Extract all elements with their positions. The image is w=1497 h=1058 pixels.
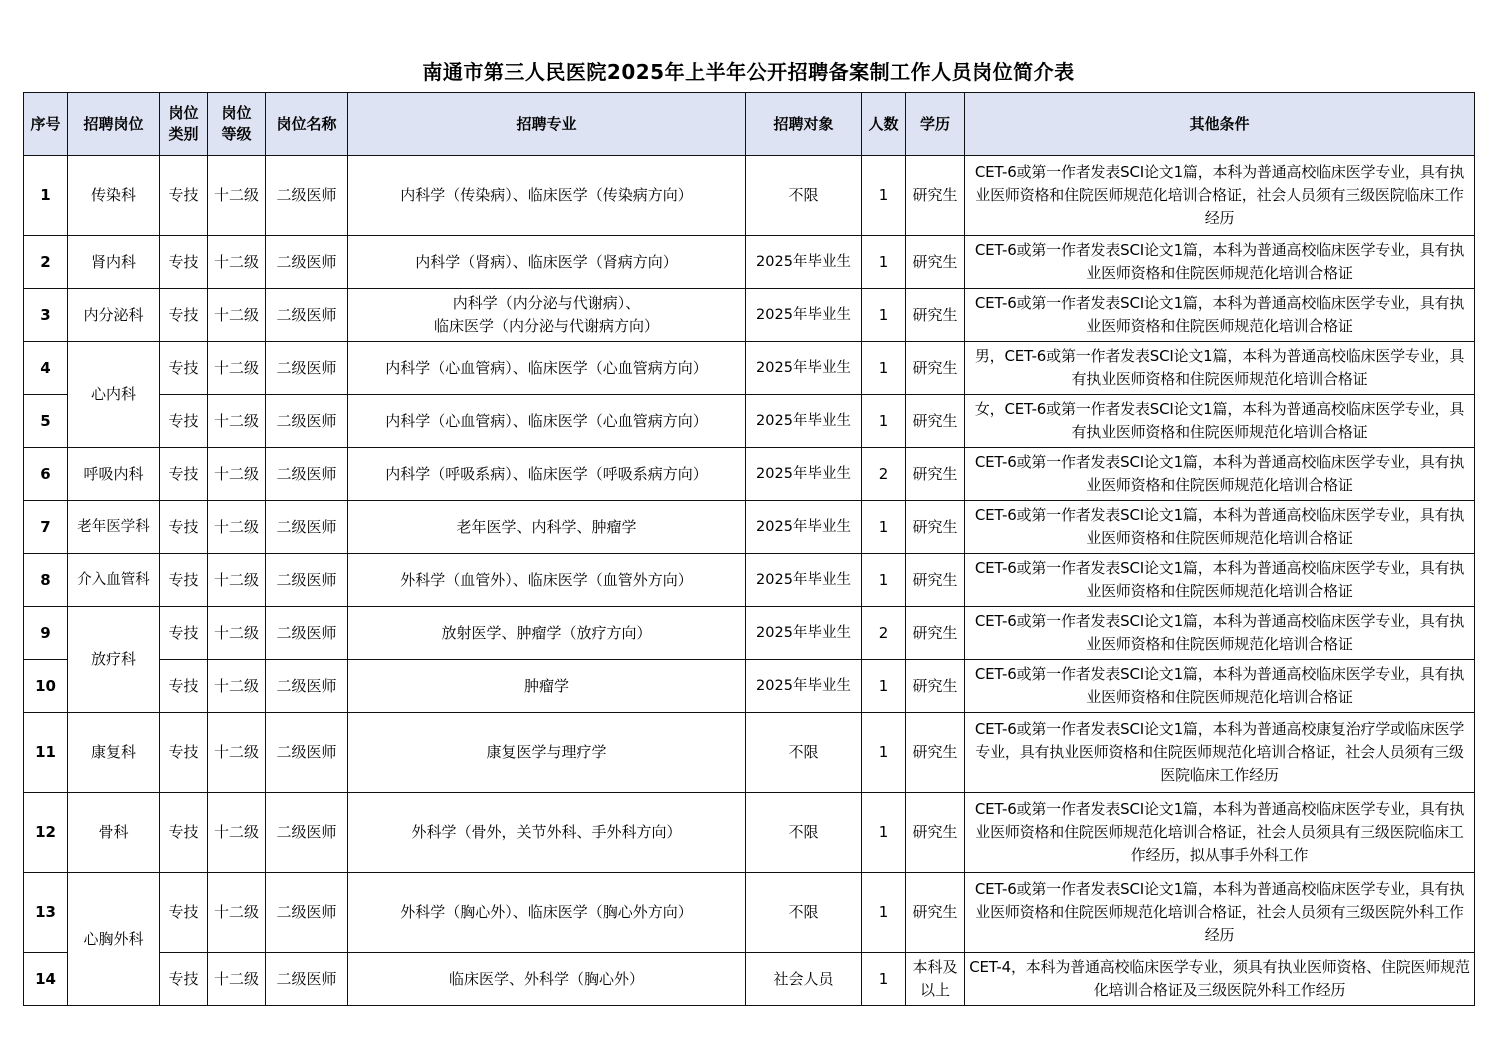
row-index: 2 bbox=[24, 236, 68, 289]
row-post-name: 二级医师 bbox=[266, 501, 348, 554]
row-level: 十二级 bbox=[208, 713, 266, 793]
row-education: 研究生 bbox=[906, 660, 965, 713]
row-other: CET-6或第一作者发表SCI论文1篇，本科为普通高校临床医学专业，具有执业医师资格和住院医师规范化培训合格证 bbox=[965, 236, 1475, 289]
table-row bbox=[24, 156, 1475, 236]
row-major: 内科学（内分泌与代谢病）、 临床医学（内分泌与代谢病方向） bbox=[348, 289, 746, 342]
row-target: 2025年毕业生 bbox=[746, 448, 862, 501]
row-major: 外科学（骨外，关节外科、手外科方向） bbox=[348, 793, 746, 873]
row-education: 研究生 bbox=[906, 873, 965, 953]
row-level: 十二级 bbox=[208, 395, 266, 448]
row-education: 研究生 bbox=[906, 607, 965, 660]
row-position: 呼吸内科 bbox=[68, 448, 160, 501]
row-education: 研究生 bbox=[906, 342, 965, 395]
row-level: 十二级 bbox=[208, 342, 266, 395]
row-category: 专技 bbox=[160, 501, 208, 554]
header-index: 序号 bbox=[24, 93, 68, 156]
row-category: 专技 bbox=[160, 793, 208, 873]
row-level: 十二级 bbox=[208, 793, 266, 873]
row-position: 内分泌科 bbox=[68, 289, 160, 342]
row-category: 专技 bbox=[160, 395, 208, 448]
row-other: CET-6或第一作者发表SCI论文1篇，本科为普通高校临床医学专业，具有执业医师资格和住院医师规范化培训合格证 bbox=[965, 448, 1475, 501]
row-target: 2025年毕业生 bbox=[746, 395, 862, 448]
row-target: 社会人员 bbox=[746, 953, 862, 1006]
table-row bbox=[24, 554, 1475, 607]
row-major: 内科学（心血管病）、临床医学（心血管病方向） bbox=[348, 395, 746, 448]
header-education: 学历 bbox=[906, 93, 965, 156]
row-post-name: 二级医师 bbox=[266, 554, 348, 607]
row-other: CET-6或第一作者发表SCI论文1篇，本科为普通高校临床医学专业，具有执业医师资格和住院医师规范化培训合格证 bbox=[965, 607, 1475, 660]
row-education: 本科及以上 bbox=[906, 953, 965, 1006]
row-index: 12 bbox=[24, 793, 68, 873]
row-post-name: 二级医师 bbox=[266, 793, 348, 873]
row-position: 老年医学科 bbox=[68, 501, 160, 554]
row-count: 1 bbox=[862, 660, 906, 713]
row-other: CET-6或第一作者发表SCI论文1篇，本科为普通高校临床医学专业，具有执业医师资格和住院医师规范化培训合格证，社会人员须具有三级医院临床工作经历，拟从事手外科工作 bbox=[965, 793, 1475, 873]
row-target: 不限 bbox=[746, 793, 862, 873]
row-level: 十二级 bbox=[208, 289, 266, 342]
header-other: 其他条件 bbox=[965, 93, 1475, 156]
table-row bbox=[24, 607, 1475, 660]
row-target: 2025年毕业生 bbox=[746, 660, 862, 713]
row-category: 专技 bbox=[160, 236, 208, 289]
row-target: 2025年毕业生 bbox=[746, 554, 862, 607]
header-level: 岗位 等级 bbox=[208, 93, 266, 156]
row-category: 专技 bbox=[160, 342, 208, 395]
table-row bbox=[24, 873, 1475, 953]
row-major: 老年医学、内科学、肿瘤学 bbox=[348, 501, 746, 554]
row-position: 康复科 bbox=[68, 713, 160, 793]
row-count: 1 bbox=[862, 793, 906, 873]
row-level: 十二级 bbox=[208, 236, 266, 289]
row-post-name: 二级医师 bbox=[266, 873, 348, 953]
row-other: CET-4，本科为普通高校临床医学专业，须具有执业医师资格、住院医师规范化培训合格证及三级医院外科工作经历 bbox=[965, 953, 1475, 1006]
row-category: 专技 bbox=[160, 660, 208, 713]
header-row bbox=[24, 93, 1475, 156]
row-education: 研究生 bbox=[906, 554, 965, 607]
row-index: 7 bbox=[24, 501, 68, 554]
row-count: 1 bbox=[862, 554, 906, 607]
row-major: 内科学（呼吸系病）、临床医学（呼吸系病方向） bbox=[348, 448, 746, 501]
row-level: 十二级 bbox=[208, 660, 266, 713]
row-major: 临床医学、外科学（胸心外） bbox=[348, 953, 746, 1006]
row-position: 骨科 bbox=[68, 793, 160, 873]
row-major: 内科学（心血管病）、临床医学（心血管病方向） bbox=[348, 342, 746, 395]
row-count: 1 bbox=[862, 713, 906, 793]
row-index: 1 bbox=[24, 156, 68, 236]
row-category: 专技 bbox=[160, 554, 208, 607]
row-count: 1 bbox=[862, 873, 906, 953]
row-target: 2025年毕业生 bbox=[746, 501, 862, 554]
row-post-name: 二级医师 bbox=[266, 156, 348, 236]
row-post-name: 二级医师 bbox=[266, 713, 348, 793]
row-other: CET-6或第一作者发表SCI论文1篇，本科为普通高校临床医学专业，具有执业医师资格和住院医师规范化培训合格证 bbox=[965, 554, 1475, 607]
row-post-name: 二级医师 bbox=[266, 448, 348, 501]
row-target: 不限 bbox=[746, 713, 862, 793]
row-education: 研究生 bbox=[906, 289, 965, 342]
table-row bbox=[24, 448, 1475, 501]
row-index: 6 bbox=[24, 448, 68, 501]
row-count: 1 bbox=[862, 501, 906, 554]
row-other: 男，CET-6或第一作者发表SCI论文1篇，本科为普通高校临床医学专业，具有执业医师资格和住院医师规范化培训合格证 bbox=[965, 342, 1475, 395]
row-category: 专技 bbox=[160, 448, 208, 501]
header-count: 人数 bbox=[862, 93, 906, 156]
row-count: 1 bbox=[862, 953, 906, 1006]
row-count: 1 bbox=[862, 289, 906, 342]
row-index: 10 bbox=[24, 660, 68, 713]
table-row bbox=[24, 342, 1475, 395]
row-major: 外科学（血管外）、临床医学（血管外方向） bbox=[348, 554, 746, 607]
row-other: CET-6或第一作者发表SCI论文1篇，本科为普通高校临床医学专业，具有执业医师资格和住院医师规范化培训合格证 bbox=[965, 501, 1475, 554]
row-target: 2025年毕业生 bbox=[746, 342, 862, 395]
row-other: CET-6或第一作者发表SCI论文1篇，本科为普通高校临床医学专业，具有执业医师资格和住院医师规范化培训合格证，社会人员须有三级医院临床工作经历 bbox=[965, 156, 1475, 236]
row-position: 介入血管科 bbox=[68, 554, 160, 607]
row-level: 十二级 bbox=[208, 607, 266, 660]
row-count: 1 bbox=[862, 395, 906, 448]
table-row bbox=[24, 289, 1475, 342]
row-index: 9 bbox=[24, 607, 68, 660]
table-row bbox=[24, 713, 1475, 793]
row-major: 内科学（肾病）、临床医学（肾病方向） bbox=[348, 236, 746, 289]
row-index: 3 bbox=[24, 289, 68, 342]
row-major: 肿瘤学 bbox=[348, 660, 746, 713]
row-category: 专技 bbox=[160, 873, 208, 953]
row-education: 研究生 bbox=[906, 236, 965, 289]
row-major: 内科学（传染病）、临床医学（传染病方向） bbox=[348, 156, 746, 236]
row-post-name: 二级医师 bbox=[266, 289, 348, 342]
row-count: 1 bbox=[862, 342, 906, 395]
table-row bbox=[24, 660, 1475, 713]
page-title: 南通市第三人民医院2025年上半年公开招聘备案制工作人员岗位简介表 bbox=[422, 60, 1075, 84]
row-position: 放疗科 bbox=[68, 607, 160, 713]
row-other: CET-6或第一作者发表SCI论文1篇，本科为普通高校康复治疗学或临床医学专业，具有执业医师资格和住院医师规范化培训合格证，社会人员须有三级医院临床工作经历 bbox=[965, 713, 1475, 793]
row-level: 十二级 bbox=[208, 501, 266, 554]
row-post-name: 二级医师 bbox=[266, 953, 348, 1006]
row-index: 5 bbox=[24, 395, 68, 448]
table-row bbox=[24, 236, 1475, 289]
row-other: CET-6或第一作者发表SCI论文1篇，本科为普通高校临床医学专业，具有执业医师资格和住院医师规范化培训合格证 bbox=[965, 660, 1475, 713]
row-category: 专技 bbox=[160, 607, 208, 660]
row-index: 14 bbox=[24, 953, 68, 1006]
row-major: 康复医学与理疗学 bbox=[348, 713, 746, 793]
row-level: 十二级 bbox=[208, 156, 266, 236]
header-target: 招聘对象 bbox=[746, 93, 862, 156]
row-level: 十二级 bbox=[208, 448, 266, 501]
row-education: 研究生 bbox=[906, 395, 965, 448]
row-education: 研究生 bbox=[906, 156, 965, 236]
row-post-name: 二级医师 bbox=[266, 236, 348, 289]
row-position: 肾内科 bbox=[68, 236, 160, 289]
row-count: 2 bbox=[862, 607, 906, 660]
row-index: 8 bbox=[24, 554, 68, 607]
row-other: CET-6或第一作者发表SCI论文1篇，本科为普通高校临床医学专业，具有执业医师资格和住院医师规范化培训合格证，社会人员须有三级医院外科工作经历 bbox=[965, 873, 1475, 953]
row-index: 13 bbox=[24, 873, 68, 953]
row-category: 专技 bbox=[160, 713, 208, 793]
row-position: 心胸外科 bbox=[68, 873, 160, 1006]
row-count: 1 bbox=[862, 236, 906, 289]
row-level: 十二级 bbox=[208, 554, 266, 607]
row-category: 专技 bbox=[160, 156, 208, 236]
row-other: 女，CET-6或第一作者发表SCI论文1篇，本科为普通高校临床医学专业，具有执业医师资格和住院医师规范化培训合格证 bbox=[965, 395, 1475, 448]
row-position: 心内科 bbox=[68, 342, 160, 448]
row-position: 传染科 bbox=[68, 156, 160, 236]
row-count: 1 bbox=[862, 156, 906, 236]
header-post-name: 岗位名称 bbox=[266, 93, 348, 156]
row-education: 研究生 bbox=[906, 713, 965, 793]
row-index: 11 bbox=[24, 713, 68, 793]
row-target: 2025年毕业生 bbox=[746, 236, 862, 289]
row-education: 研究生 bbox=[906, 448, 965, 501]
header-position: 招聘岗位 bbox=[68, 93, 160, 156]
row-post-name: 二级医师 bbox=[266, 395, 348, 448]
row-other: CET-6或第一作者发表SCI论文1篇，本科为普通高校临床医学专业，具有执业医师资格和住院医师规范化培训合格证 bbox=[965, 289, 1475, 342]
row-index: 4 bbox=[24, 342, 68, 395]
row-category: 专技 bbox=[160, 953, 208, 1006]
table-row bbox=[24, 395, 1475, 448]
row-target: 2025年毕业生 bbox=[746, 607, 862, 660]
positions-table bbox=[23, 92, 1475, 1006]
row-level: 十二级 bbox=[208, 873, 266, 953]
row-post-name: 二级医师 bbox=[266, 342, 348, 395]
header-major: 招聘专业 bbox=[348, 93, 746, 156]
row-major: 外科学（胸心外）、临床医学（胸心外方向） bbox=[348, 873, 746, 953]
row-major: 放射医学、肿瘤学（放疗方向） bbox=[348, 607, 746, 660]
row-education: 研究生 bbox=[906, 793, 965, 873]
row-target: 不限 bbox=[746, 156, 862, 236]
header-category: 岗位 类别 bbox=[160, 93, 208, 156]
row-level: 十二级 bbox=[208, 953, 266, 1006]
row-count: 2 bbox=[862, 448, 906, 501]
table-row bbox=[24, 501, 1475, 554]
row-category: 专技 bbox=[160, 289, 208, 342]
row-target: 2025年毕业生 bbox=[746, 289, 862, 342]
table-row bbox=[24, 793, 1475, 873]
row-education: 研究生 bbox=[906, 501, 965, 554]
row-target: 不限 bbox=[746, 873, 862, 953]
row-post-name: 二级医师 bbox=[266, 607, 348, 660]
table-row bbox=[24, 953, 1475, 1006]
row-post-name: 二级医师 bbox=[266, 660, 348, 713]
